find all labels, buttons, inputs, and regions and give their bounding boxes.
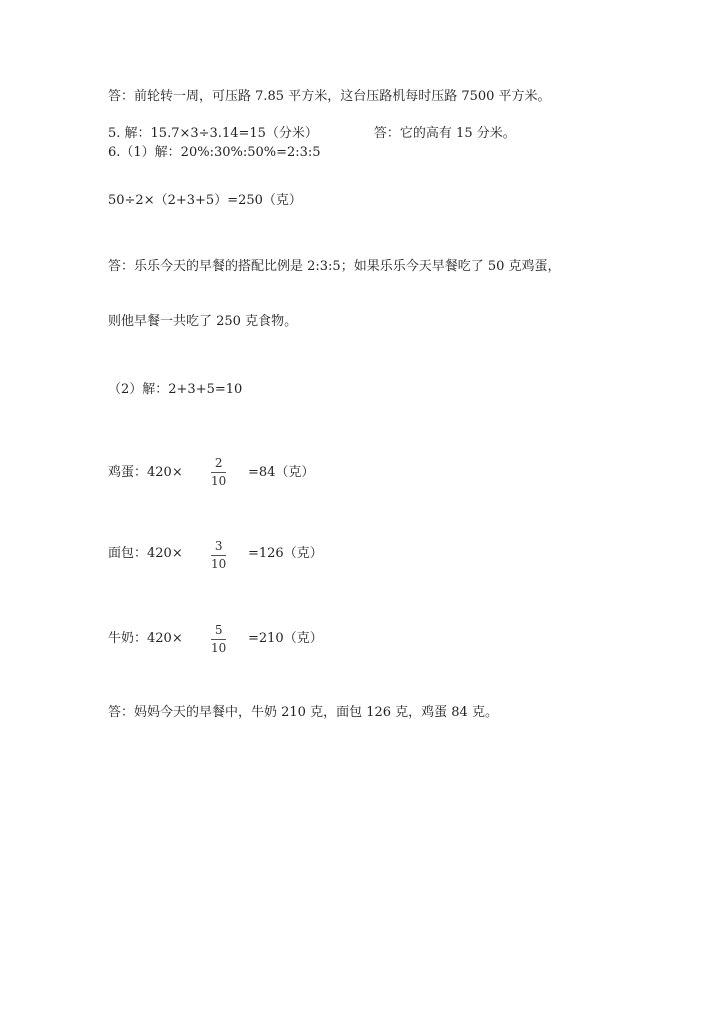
egg-denominator: 10 xyxy=(211,474,227,488)
milk-fraction xyxy=(211,624,226,655)
milk-denominator: 10 xyxy=(211,641,227,655)
egg-fraction xyxy=(211,457,226,488)
solution-6-1: 6.（1）解：20%:30%:50%=2:3:5 xyxy=(108,145,321,160)
bread-denominator: 10 xyxy=(211,557,227,571)
egg-numerator: 2 xyxy=(214,456,223,470)
milk-calc-label: 牛奶：420× xyxy=(108,631,183,646)
solution-5-row xyxy=(108,126,516,142)
bread-calc-label: 面包：420× xyxy=(108,546,183,561)
milk-calc-result: =210（克） xyxy=(248,631,323,646)
fraction-bar xyxy=(211,639,226,640)
egg-calc-result: =84（克） xyxy=(248,465,315,480)
solution-5: 5. 解：15.7×3÷3.14=15（分米） xyxy=(108,126,318,141)
answer-line-1: 答：前轮转一周，可压路 7.85 平方米，这台压路机每时压路 7500 平方米。 xyxy=(108,89,551,104)
bread-fraction xyxy=(211,540,226,571)
calc-total: 50÷2×（2+3+5）=250（克） xyxy=(108,193,302,208)
answer-5: 答：它的高有 15 分米。 xyxy=(373,126,516,141)
milk-numerator: 5 xyxy=(214,623,223,637)
egg-calc-label: 鸡蛋：420× xyxy=(108,465,183,480)
solution-6-2: （2）解：2+3+5=10 xyxy=(108,382,243,397)
answer-6-1-part1: 答：乐乐今天的早餐的搭配比例是 2:3:5；如果乐乐今天早餐吃了 50 克鸡蛋， xyxy=(108,259,561,274)
bread-numerator: 3 xyxy=(214,539,223,553)
answer-6-2: 答：妈妈今天的早餐中，牛奶 210 克，面包 126 克，鸡蛋 84 克。 xyxy=(108,705,498,720)
fraction-bar xyxy=(211,555,226,556)
fraction-bar xyxy=(211,472,226,473)
bread-calc-result: =126（克） xyxy=(248,546,323,561)
answer-6-1-part2: 则他早餐一共吃了 250 克食物。 xyxy=(108,314,298,329)
